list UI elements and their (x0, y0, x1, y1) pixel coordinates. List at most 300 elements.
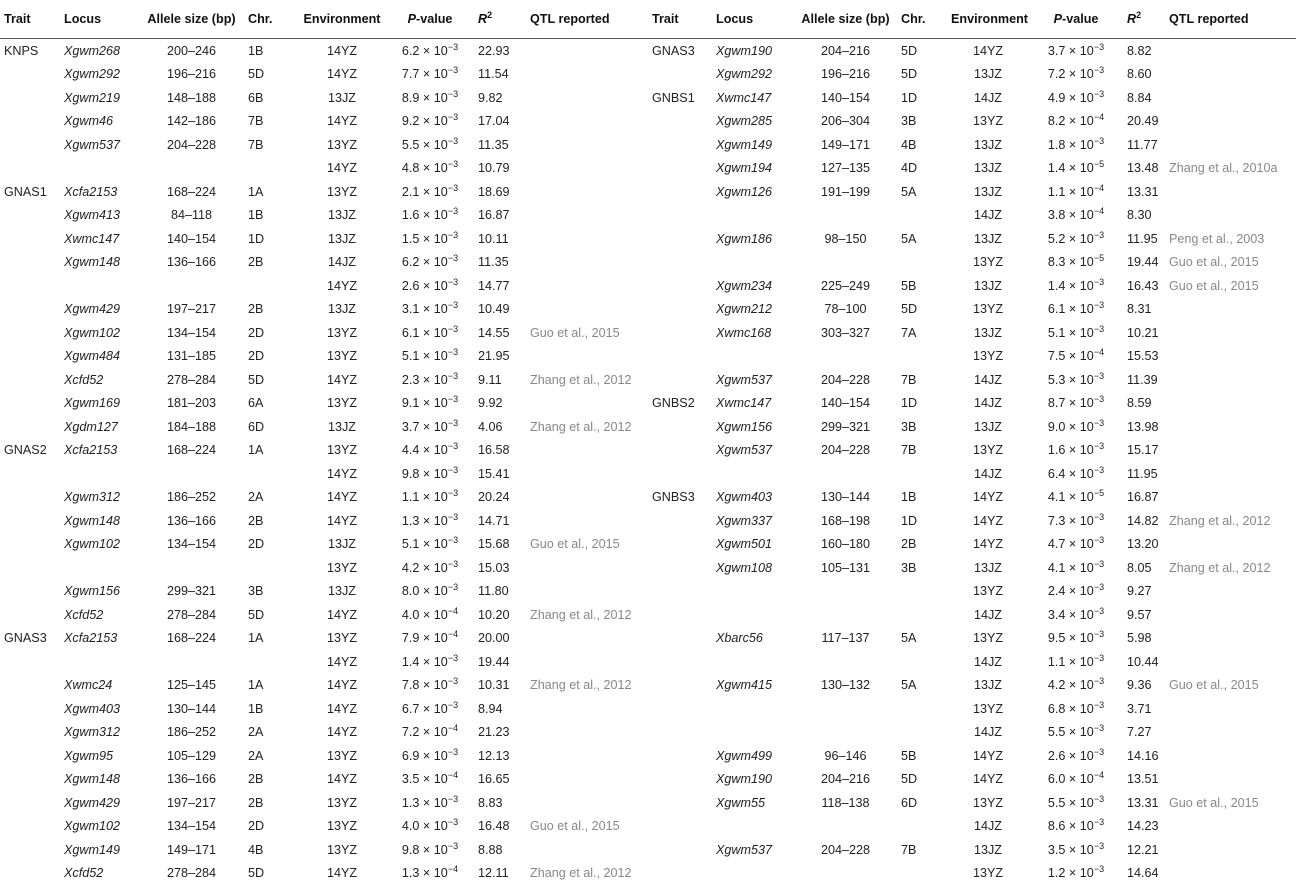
table-row (650, 298, 1296, 322)
cell-r2: 17.04 (478, 114, 510, 129)
cell-trait (650, 251, 712, 275)
cell-locus (712, 815, 794, 839)
cell-r2: 9.27 (1127, 584, 1152, 599)
cell-p-value (386, 697, 474, 721)
p-exponent: −3 (447, 206, 459, 217)
cell-qtl-reported (526, 157, 650, 181)
p-mantissa: 1.8 (1047, 137, 1066, 152)
cell-r2: 11.39 (1127, 372, 1158, 387)
cell-chr: 2D (248, 537, 265, 552)
cell-allele-size: 140–154 (166, 231, 217, 246)
cell-qtl-reported (526, 345, 650, 369)
cell-qtl-reported (526, 86, 650, 110)
cell-r2: 21.23 (478, 725, 510, 740)
p-exponent: −3 (1093, 394, 1105, 405)
cell-p-value (386, 627, 474, 651)
cell-qtl-reported (526, 697, 650, 721)
cell-qtl-reported (1165, 345, 1296, 369)
cell-qtl-reported (526, 298, 650, 322)
cell-allele-size: 149–171 (820, 137, 871, 152)
p-exponent: −3 (1093, 605, 1105, 616)
p-exponent: −3 (447, 112, 459, 123)
p-times-ten: × 10 (419, 795, 448, 810)
cell-allele-size: 278–284 (166, 372, 217, 387)
cell-environment: 13YZ (326, 137, 358, 152)
cell-chr (244, 274, 298, 298)
cell-r2: 11.95 (1127, 231, 1158, 246)
cell-locus: Xgwm537 (64, 137, 121, 152)
cell-r2: 11.35 (478, 137, 509, 152)
cell-locus: Xgwm156 (64, 584, 121, 599)
cell-r2: 16.58 (478, 443, 510, 458)
cell-trait: GNAS3 (4, 631, 47, 646)
cell-qtl-reported (1165, 63, 1296, 87)
p-exponent: −3 (447, 323, 459, 334)
p-exponent: −3 (447, 370, 459, 381)
cell-trait (0, 486, 60, 510)
cell-trait (0, 603, 60, 627)
table-row (0, 697, 650, 721)
cell-p-value (386, 533, 474, 557)
table-row (650, 533, 1296, 557)
table-row (650, 674, 1296, 698)
cell-r2: 20.00 (478, 631, 510, 646)
cell-chr: 2D (248, 349, 265, 364)
cell-r2: 14.77 (478, 278, 510, 293)
cell-allele-size (794, 345, 897, 369)
p-exponent: −3 (1093, 723, 1105, 734)
cell-allele-size: 278–284 (166, 866, 217, 881)
cell-environment: 13JZ (974, 231, 1002, 246)
cell-p-value (1029, 486, 1123, 510)
cell-environment: 13JZ (974, 560, 1002, 575)
table-row (0, 744, 650, 768)
p-times-ten: × 10 (1065, 90, 1094, 105)
cell-environment: 14YZ (326, 654, 358, 669)
cell-trait (0, 204, 60, 228)
cell-p-value (386, 392, 474, 416)
cell-qtl-reported (1165, 603, 1296, 627)
cell-trait (0, 791, 60, 815)
cell-trait (0, 815, 60, 839)
cell-qtl-reported (1165, 180, 1296, 204)
p-mantissa: 9.5 (1047, 631, 1066, 646)
p-exponent: −3 (447, 41, 459, 52)
cell-p-value (386, 815, 474, 839)
cell-p-value (1029, 110, 1123, 134)
cell-trait (0, 251, 60, 275)
table-body-left (0, 39, 650, 886)
cell-trait (650, 697, 712, 721)
cell-chr: 2B (248, 513, 264, 528)
p-mantissa: 5.1 (1047, 325, 1066, 340)
p-exponent: −3 (1093, 746, 1105, 757)
cell-chr: 6D (248, 419, 265, 434)
cell-allele-size (794, 815, 897, 839)
cell-trait: GNBS1 (652, 90, 695, 105)
p-exponent: −4 (447, 864, 459, 875)
cell-trait (650, 674, 712, 698)
cell-locus: Xgwm102 (64, 819, 121, 834)
cell-p-value (386, 227, 474, 251)
header-chr: Chr. (244, 0, 298, 39)
p-mantissa: 1.1 (401, 490, 420, 505)
cell-p-value (386, 321, 474, 345)
cell-p-value (386, 862, 474, 886)
cell-r2: 22.93 (478, 43, 510, 58)
cell-environment: 13YZ (972, 795, 1004, 810)
p-exponent: −3 (447, 464, 459, 475)
cell-locus: Xcfd52 (64, 607, 104, 622)
table-row (650, 721, 1296, 745)
p-times-ten: × 10 (419, 701, 448, 716)
cell-qtl-reported: Guo et al., 2015 (1169, 255, 1259, 270)
cell-environment: 14YZ (326, 466, 358, 481)
cell-allele-size: 118–138 (821, 795, 870, 810)
cell-qtl-reported (526, 721, 650, 745)
p-mantissa: 4.1 (1047, 560, 1066, 575)
cell-p-value (386, 486, 474, 510)
header-environment: Environment (947, 0, 1029, 39)
cell-p-value (1029, 462, 1123, 486)
cell-p-value (386, 674, 474, 698)
cell-trait (0, 744, 60, 768)
cell-locus: Xcfa2153 (64, 184, 118, 199)
p-mantissa: 5.1 (401, 537, 420, 552)
cell-r2: 12.13 (478, 748, 510, 763)
table-row (650, 86, 1296, 110)
cell-qtl-reported (1165, 838, 1296, 862)
cell-r2: 16.87 (478, 208, 510, 223)
cell-chr: 1A (248, 443, 264, 458)
cell-qtl-reported: Zhang et al., 2012 (530, 866, 632, 881)
p-exponent: −3 (1093, 135, 1105, 146)
cell-qtl-reported (526, 133, 650, 157)
cell-environment: 14YZ (972, 490, 1004, 505)
cell-p-value (386, 439, 474, 463)
p-mantissa: 9.8 (401, 466, 420, 481)
cell-p-value (386, 509, 474, 533)
cell-p-value (1029, 533, 1123, 557)
cell-allele-size: 131–185 (166, 349, 217, 364)
p-exponent: −3 (1093, 229, 1105, 240)
p-exponent: −3 (1093, 417, 1105, 428)
p-times-ten: × 10 (1065, 654, 1094, 669)
p-times-ten: × 10 (1065, 490, 1094, 505)
cell-trait (650, 768, 712, 792)
cell-trait (0, 650, 60, 674)
p-exponent: −3 (1093, 535, 1105, 546)
table-row (650, 838, 1296, 862)
p-exponent: −4 (1093, 206, 1105, 217)
cell-environment: 13YZ (972, 584, 1004, 599)
cell-trait (650, 274, 712, 298)
cell-trait (0, 321, 60, 345)
cell-qtl-reported (526, 838, 650, 862)
p-times-ten: × 10 (419, 302, 448, 317)
cell-allele-size: 278–284 (166, 607, 217, 622)
cell-p-value (1029, 721, 1123, 745)
cell-chr: 2B (248, 302, 264, 317)
cell-allele-size: 204–216 (820, 772, 871, 787)
table-row (650, 697, 1296, 721)
cell-environment: 14YZ (326, 372, 358, 387)
cell-environment: 13YZ (972, 701, 1004, 716)
p-times-ten: × 10 (419, 466, 448, 481)
cell-allele-size: 136–166 (166, 255, 217, 270)
cell-r2: 4.06 (478, 419, 503, 434)
cell-chr (244, 556, 298, 580)
cell-p-value (1029, 603, 1123, 627)
cell-locus: Xwmc168 (716, 325, 772, 340)
cell-trait: GNBS3 (652, 490, 695, 505)
cell-chr (244, 650, 298, 674)
cell-allele-size: 204–228 (166, 137, 217, 152)
cell-r2: 8.88 (478, 842, 503, 857)
p-times-ten: × 10 (1065, 184, 1094, 199)
cell-r2: 8.84 (1127, 90, 1152, 105)
cell-qtl-reported: Zhang et al., 2012 (530, 372, 632, 387)
table-row (0, 110, 650, 134)
cell-locus: Xgwm148 (64, 255, 121, 270)
p-mantissa: 4.2 (401, 560, 420, 575)
p-times-ten: × 10 (1065, 513, 1094, 528)
cell-trait (650, 462, 712, 486)
p-times-ten: × 10 (419, 866, 448, 881)
table-row (650, 274, 1296, 298)
cell-allele-size: 136–166 (166, 513, 217, 528)
cell-chr: 3B (901, 419, 917, 434)
cell-locus: Xcfd52 (64, 866, 104, 881)
cell-p-value (1029, 392, 1123, 416)
p-times-ten: × 10 (419, 43, 448, 58)
p-mantissa: 7.7 (401, 67, 420, 82)
p-exponent: −3 (1093, 840, 1105, 851)
cell-chr: 4D (901, 161, 918, 176)
cell-qtl-reported: Guo et al., 2015 (1169, 678, 1259, 693)
cell-r2: 8.83 (478, 795, 503, 810)
p-mantissa: 6.4 (1047, 466, 1066, 481)
cell-environment: 13YZ (326, 325, 358, 340)
p-mantissa: 6.7 (401, 701, 420, 716)
table-row (0, 556, 650, 580)
cell-environment: 14JZ (974, 725, 1002, 740)
cell-locus: Xgwm292 (716, 67, 773, 82)
cell-r2: 13.20 (1127, 537, 1159, 552)
cell-chr: 1B (248, 43, 264, 58)
p-mantissa: 4.7 (1047, 537, 1066, 552)
p-mantissa: 4.9 (1047, 90, 1066, 105)
cell-chr: 1B (248, 701, 264, 716)
table-row (650, 744, 1296, 768)
cell-r2: 13.31 (1127, 184, 1159, 199)
cell-qtl-reported (526, 627, 650, 651)
cell-p-value (1029, 697, 1123, 721)
p-mantissa: 8.2 (1047, 114, 1066, 129)
p-exponent: −4 (447, 723, 459, 734)
cell-environment: 14YZ (326, 607, 358, 622)
cell-r2: 12.11 (478, 866, 509, 881)
cell-trait (650, 862, 712, 886)
table-row (0, 815, 650, 839)
p-mantissa: 7.9 (401, 631, 420, 646)
cell-allele-size: 225–249 (820, 278, 871, 293)
header-chr: Chr. (897, 0, 947, 39)
p-mantissa: 3.8 (1047, 208, 1066, 223)
cell-locus (712, 650, 794, 674)
table-row (0, 251, 650, 275)
table-row (0, 86, 650, 110)
cell-chr: 2D (248, 819, 265, 834)
p-mantissa: 4.8 (401, 161, 420, 176)
p-times-ten: × 10 (1065, 748, 1094, 763)
cell-environment: 14YZ (326, 772, 358, 787)
cell-locus: Xgwm292 (64, 67, 121, 82)
p-exponent: −3 (1093, 817, 1105, 828)
cell-trait (0, 345, 60, 369)
cell-p-value (1029, 368, 1123, 392)
p-mantissa: 1.3 (401, 866, 420, 881)
cell-qtl-reported (1165, 862, 1296, 886)
cell-environment: 13JZ (328, 584, 356, 599)
p-mantissa: 1.2 (1047, 866, 1066, 881)
cell-chr: 3B (901, 560, 917, 575)
table-row (0, 862, 650, 886)
cell-trait (0, 838, 60, 862)
cell-qtl-reported (526, 744, 650, 768)
cell-locus: Xgwm190 (716, 772, 773, 787)
cell-environment: 13YZ (972, 302, 1004, 317)
p-exponent: −3 (447, 441, 459, 452)
table-row (0, 650, 650, 674)
p-times-ten: × 10 (419, 725, 448, 740)
cell-environment: 13YZ (326, 795, 358, 810)
cell-environment: 14YZ (326, 678, 358, 693)
cell-chr: 5A (901, 184, 917, 199)
cell-qtl-reported: Guo et al., 2015 (530, 537, 620, 552)
cell-trait (0, 157, 60, 181)
cell-environment: 14JZ (974, 372, 1002, 387)
cell-r2: 10.79 (478, 161, 510, 176)
header-p-value: P-value (1029, 0, 1123, 39)
cell-chr: 5B (901, 278, 917, 293)
cell-chr (897, 721, 947, 745)
p-exponent: −3 (447, 417, 459, 428)
cell-locus: Xgwm186 (716, 231, 773, 246)
table-row (650, 157, 1296, 181)
p-times-ten: × 10 (419, 678, 448, 693)
cell-trait (650, 744, 712, 768)
cell-allele-size: 148–188 (166, 90, 217, 105)
p-exponent: −3 (1093, 464, 1105, 475)
cell-trait (650, 63, 712, 87)
cell-qtl-reported: Zhang et al., 2012 (530, 607, 632, 622)
cell-p-value (386, 838, 474, 862)
cell-r2: 5.98 (1127, 631, 1152, 646)
cell-r2: 10.31 (478, 678, 510, 693)
cell-p-value (386, 368, 474, 392)
p-mantissa: 7.5 (1047, 349, 1066, 364)
cell-chr: 4B (901, 137, 917, 152)
cell-locus: Xgwm484 (64, 349, 121, 364)
cell-r2: 8.59 (1127, 396, 1152, 411)
cell-qtl-reported: Zhang et al., 2012 (1169, 513, 1271, 528)
p-times-ten: × 10 (1065, 842, 1094, 857)
cell-qtl-reported: Zhang et al., 2012 (530, 419, 632, 434)
cell-qtl-reported (526, 462, 650, 486)
cell-environment: 13JZ (328, 90, 356, 105)
cell-r2: 11.54 (478, 67, 509, 82)
p-mantissa: 6.8 (1047, 701, 1066, 716)
cell-locus: Xgwm219 (64, 90, 121, 105)
p-times-ten: × 10 (419, 537, 448, 552)
p-mantissa: 1.5 (401, 231, 420, 246)
p-times-ten: × 10 (419, 842, 448, 857)
cell-chr: 6B (248, 90, 264, 105)
cell-trait (0, 580, 60, 604)
cell-environment: 13JZ (974, 278, 1002, 293)
cell-p-value (386, 298, 474, 322)
table-row (0, 180, 650, 204)
cell-qtl-reported (526, 768, 650, 792)
p-mantissa: 7.8 (401, 678, 420, 693)
cell-environment: 13YZ (326, 396, 358, 411)
cell-p-value (1029, 815, 1123, 839)
p-mantissa: 8.3 (1047, 255, 1066, 270)
cell-environment: 14YZ (326, 114, 358, 129)
p-times-ten: × 10 (419, 255, 448, 270)
p-times-ten: × 10 (419, 325, 448, 340)
cell-trait (650, 439, 712, 463)
cell-locus: Xgwm149 (64, 842, 121, 857)
cell-p-value (1029, 298, 1123, 322)
cell-allele-size (794, 580, 897, 604)
p-times-ten: × 10 (1065, 67, 1094, 82)
cell-p-value (1029, 180, 1123, 204)
cell-p-value (1029, 627, 1123, 651)
cell-locus (712, 862, 794, 886)
cell-allele-size: 127–135 (820, 161, 871, 176)
cell-chr: 1D (901, 513, 918, 528)
cell-allele-size (794, 603, 897, 627)
cell-trait (650, 580, 712, 604)
cell-p-value (386, 556, 474, 580)
cell-environment: 13JZ (328, 537, 356, 552)
table-row (650, 791, 1296, 815)
p-exponent: −3 (1093, 511, 1105, 522)
cell-environment: 13JZ (974, 137, 1002, 152)
cell-r2: 9.11 (478, 372, 502, 387)
cell-allele-size: 168–224 (166, 631, 217, 646)
table-row (0, 157, 650, 181)
cell-p-value (1029, 791, 1123, 815)
cell-environment: 13YZ (326, 560, 358, 575)
header-p-value: P-value (386, 0, 474, 39)
p-exponent: −3 (1093, 864, 1105, 875)
header-trait: Trait (650, 0, 712, 39)
cell-allele-size (139, 556, 244, 580)
cell-allele-size (139, 274, 244, 298)
p-mantissa: 1.1 (1047, 654, 1066, 669)
p-mantissa: 5.5 (1047, 725, 1066, 740)
cell-trait (650, 556, 712, 580)
table-row (650, 110, 1296, 134)
cell-environment: 14YZ (326, 490, 358, 505)
cell-qtl-reported (1165, 462, 1296, 486)
cell-locus: Xgwm415 (716, 678, 773, 693)
cell-qtl-reported (1165, 39, 1296, 63)
p-exponent: −4 (1093, 770, 1105, 781)
